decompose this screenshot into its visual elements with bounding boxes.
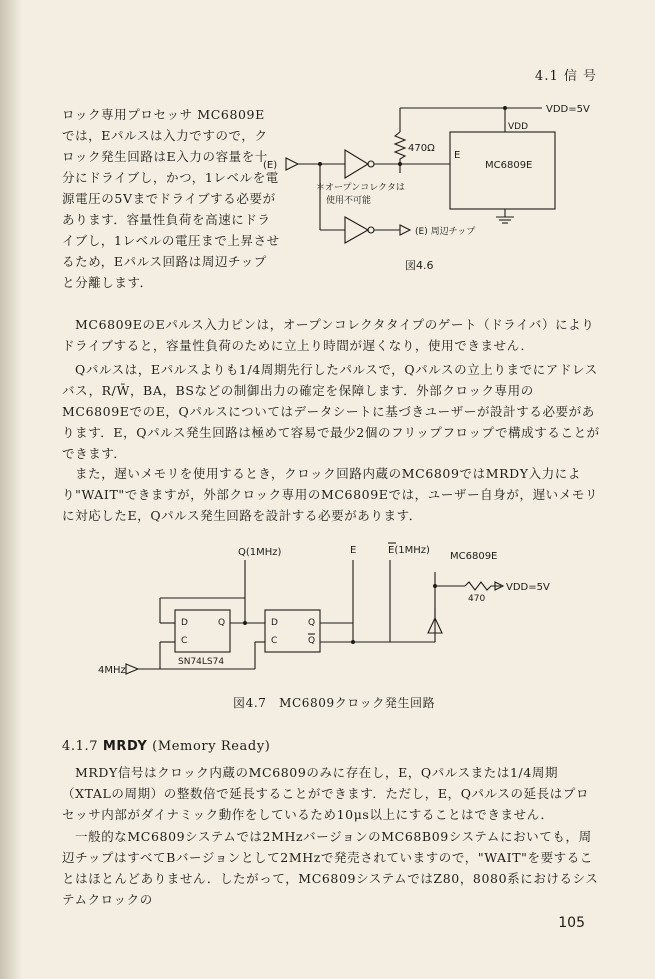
paragraph-5: MRDY信号はクロック内蔵のMC6809のみに存在し，E，Qパルスまたは1/4周期（XTALの周期）の整数倍で延長することができます．ただし，E，Qパルスの延長はプロセッサ内部がダイナミック動作をしているため10μs以上にすることはできません． bbox=[62, 765, 590, 822]
fig46-pin-e: E bbox=[454, 150, 461, 161]
paragraph-6: 一般的なMC6809システムでは2MHzバージョンのMC68B09システムにおいても，周辺チップはすべてBバージョンとして2MHzで発売されていますので，"WAIT"を要することはほとんどありません．したがって，MC6809システムではZ80，8080系におけるシステムクロックの bbox=[62, 829, 599, 907]
fig46-note-2: 使用不可能 bbox=[326, 196, 372, 206]
fig46-buffer-2 bbox=[345, 217, 368, 243]
figure-4-6 bbox=[250, 95, 620, 275]
paragraph-3: Qパルスは，Eパルスよりも1/4周期先行したパルスで，Qパルスの立上りまでにアドレスバス，R/W̄，BA，BSなどの制御出力の確定を保障します．外部クロック専用のMC6809EでのE，Qパルスについてはデータシートに基づきユーザーが設計する必要があります．E，Qパルス発生回路は極めて容易で最少2個のフリップフロップで構成することができます． bbox=[62, 362, 600, 461]
fig47-clock-in: 4MHz bbox=[98, 665, 126, 676]
fig47-caption: 図4.7 MC6809クロック発生回路 bbox=[233, 696, 436, 710]
paragraph-2: MC6809EのEパルス入力ピンは，オープンコレクタタイプのゲート（ドライバ）によりドライブすると，容量性負荷のために立上り時間が遅くなり，使用できません． bbox=[62, 317, 595, 353]
section-subtitle: (Memory Ready) bbox=[152, 739, 271, 754]
section-number: 4.1.7 bbox=[62, 739, 99, 754]
fig47-chip: MC6809E bbox=[450, 551, 498, 562]
fig46-vdd-pin: VDD bbox=[508, 122, 529, 132]
ff1-c: C bbox=[181, 636, 188, 646]
section-heading bbox=[62, 739, 270, 754]
paragraph-4: また，遅いメモリを使用するとき，クロック回路内蔵のMC6809ではMRDY入力により"WAIT"できますが，外部クロック専用のMC6809Eでは，ユーザー自身が，遅いメモリに対応したE，Qパルス発生回路を設計する必要があります． bbox=[62, 466, 599, 523]
fig46-output: (E) 周辺チップ bbox=[415, 227, 476, 237]
fig46-resistor: 470Ω bbox=[408, 143, 435, 154]
binding-shadow bbox=[0, 0, 22, 979]
fig47-e-label: E bbox=[350, 545, 357, 556]
running-header: 4.1 信 号 bbox=[535, 69, 597, 84]
section-keyword: MRDY bbox=[102, 739, 148, 754]
ff2-q: Q bbox=[308, 618, 316, 628]
figure-4-7 bbox=[90, 538, 590, 678]
fig47-resistor: 470 bbox=[468, 594, 486, 604]
fig46-buffer-1 bbox=[345, 150, 368, 178]
ff2-qbar: Q bbox=[308, 636, 316, 646]
fig46-vdd-supply: VDD=5V bbox=[546, 104, 590, 115]
fig46-note-1: ＊オープンコレクタは bbox=[316, 183, 405, 193]
fig46-chip-label: MC6809E bbox=[485, 160, 533, 171]
ff-part: SN74LS74 bbox=[178, 657, 225, 667]
fig47-q-label: Q(1MHz) bbox=[238, 547, 282, 558]
fig47-vdd: VDD=5V bbox=[506, 582, 550, 593]
ff1-d: D bbox=[181, 618, 188, 628]
page-number: 105 bbox=[558, 915, 585, 931]
fig46-input: (E) bbox=[263, 160, 278, 171]
fig47-ebar-label: E(1MHz) bbox=[388, 545, 430, 556]
ff2-d: D bbox=[271, 618, 278, 628]
ff2-c: C bbox=[271, 636, 278, 646]
paragraph-1: ロック専用プロセッサ MC6809E では，Eパルスは入力ですので，クロック発生回路はE入力の容量を十分にドライブし，かつ，1レベルを電源電圧の5Vまでドライブする必要があります．容量性負荷を高速にドライブし，1レベルの電圧まで上昇させるため，Eパルス回路は周辺チップと分離します． bbox=[62, 107, 280, 290]
ff1-q: Q bbox=[218, 618, 226, 628]
fig46-caption: 図4.6 bbox=[405, 259, 434, 272]
